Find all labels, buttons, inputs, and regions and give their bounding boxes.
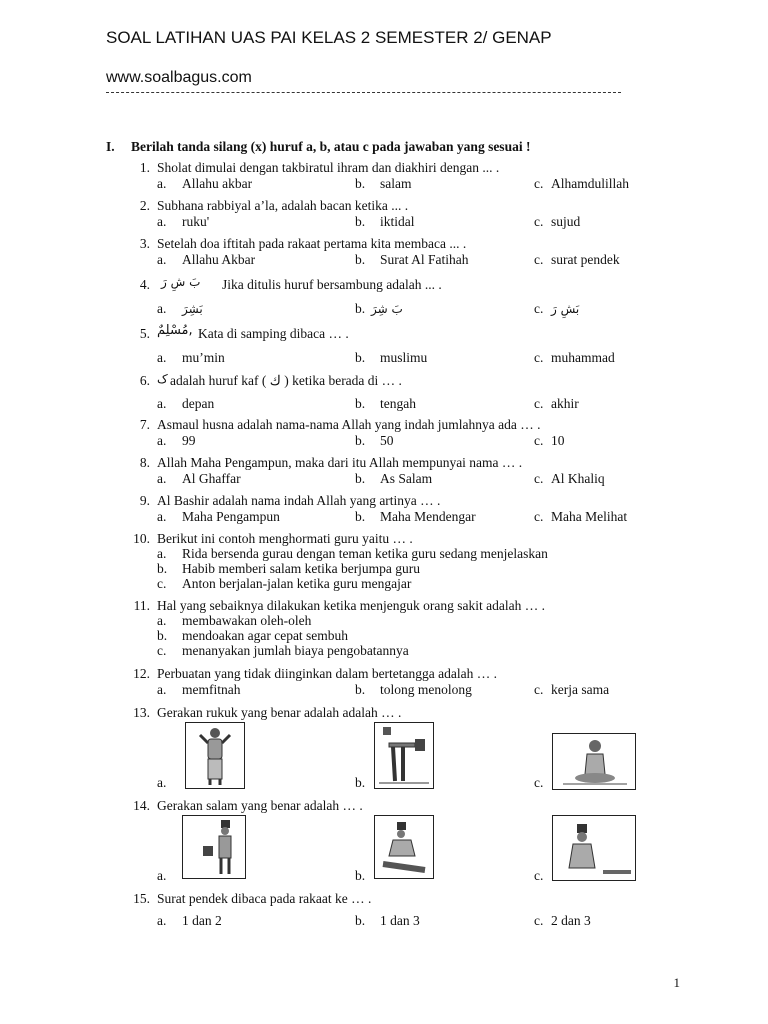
option-b[interactable]: mendoakan agar cepat sembuh — [182, 628, 349, 643]
kneeling-man-icon — [375, 816, 433, 878]
option-letter: c. — [534, 214, 544, 229]
option-b[interactable]: Habib memberi salam ketika berjumpa guru — [182, 561, 421, 576]
question-number: 9. — [139, 493, 150, 508]
question-1 — [0, 160, 768, 194]
section-number: I. — [106, 139, 115, 154]
option-letter: a. — [157, 214, 167, 229]
option-letter: a. — [157, 433, 167, 448]
dashed-divider — [106, 92, 621, 93]
option-letter[interactable]: a. — [157, 775, 167, 790]
option-letter: a. — [157, 471, 167, 486]
option-letter: b. — [355, 682, 366, 697]
option-letter: b. — [355, 509, 366, 524]
option-b[interactable]: Maha Mendengar — [380, 509, 476, 524]
option-letter: a. — [157, 682, 167, 697]
option-c[interactable]: surat pendek — [551, 252, 620, 267]
question-text: Jika ditulis huruf bersambung adalah ... . — [222, 277, 442, 292]
option-letter: b. — [355, 433, 366, 448]
option-letter: c. — [534, 252, 544, 267]
question-number: 2. — [139, 198, 150, 213]
option-letter: b. — [355, 913, 366, 928]
question-number: 6. — [139, 373, 150, 388]
option-c[interactable]: Alhamdulillah — [551, 176, 629, 191]
option-letter: a. — [157, 509, 167, 524]
option-letter: a. — [157, 350, 167, 365]
question-number: 11. — [133, 598, 150, 613]
option-b[interactable]: salam — [380, 176, 412, 191]
question-text: Subhana rabbiyal a’la, adalah bacan ketika ... . — [157, 198, 409, 213]
question-7 — [0, 417, 768, 451]
arabic-word: مُسْلِمٌ, — [157, 323, 193, 338]
option-c[interactable]: 10 — [551, 433, 565, 448]
option-letter: a. — [157, 301, 167, 316]
option-letter[interactable]: c. — [534, 775, 544, 790]
option-a[interactable]: memfitnah — [182, 682, 241, 697]
option-c[interactable]: Anton berjalan-jalan ketika guru mengajar — [182, 576, 412, 591]
question-text: Al Bashir adalah nama indah Allah yang artinya … . — [157, 493, 441, 508]
option-letter: c. — [534, 509, 544, 524]
question-number: 7. — [139, 417, 150, 432]
question-text: Hal yang sebaiknya dilakukan ketika menjenguk orang sakit adalah … . — [157, 598, 546, 613]
page-number: 1 — [673, 975, 680, 990]
option-c[interactable]: sujud — [551, 214, 581, 229]
document-title: SOAL LATIHAN UAS PAI KELAS 2 SEMESTER 2/ GENAP — [106, 28, 552, 47]
option-b[interactable]: muslimu — [380, 350, 428, 365]
option-a[interactable]: Allahu Akbar — [182, 252, 256, 267]
website-url: www.soalbagus.com — [106, 69, 252, 86]
standing-boy-picture[interactable] — [185, 722, 245, 789]
question-number: 14. — [133, 798, 150, 813]
standing-man-icon — [183, 816, 245, 878]
question-15 — [0, 891, 768, 935]
question-14 — [0, 798, 768, 888]
question-text: Setelah doa iftitah pada rakaat pertama kita membaca ... . — [157, 236, 467, 251]
option-a[interactable]: بَشِرَ — [182, 302, 203, 316]
option-letter: c. — [534, 176, 544, 191]
ruku-figure-icon — [375, 723, 433, 788]
option-letter: c. — [534, 682, 544, 697]
question-text: Sholat dimulai dengan takbiratul ihram dan diakhiri dengan ... . — [157, 160, 500, 175]
option-b[interactable]: As Salam — [380, 471, 433, 486]
question-4 — [0, 275, 768, 319]
question-number: 10. — [133, 531, 150, 546]
option-letter: c. — [534, 471, 544, 486]
question-number: 12. — [133, 666, 150, 681]
question-3 — [0, 236, 768, 270]
option-c[interactable]: 2 dan 3 — [551, 913, 591, 928]
option-c[interactable]: بَشِ رَ — [551, 302, 580, 316]
salam-prayer-picture[interactable] — [552, 815, 636, 881]
option-a[interactable]: 1 dan 2 — [182, 913, 222, 928]
option-letter: c. — [534, 350, 544, 365]
question-number: 1. — [139, 160, 150, 175]
option-a[interactable]: depan — [182, 396, 215, 411]
question-10 — [0, 531, 768, 595]
question-6 — [0, 373, 768, 415]
option-a[interactable]: Maha Pengampun — [182, 509, 280, 524]
option-b[interactable]: 1 dan 3 — [380, 913, 420, 928]
question-text: adalah huruf kaf ( ك ) ketika berada di … . — [170, 373, 402, 388]
option-letter: a. — [157, 396, 167, 411]
option-letter: b. — [157, 628, 168, 643]
question-text: Perbuatan yang tidak diinginkan dalam bertetangga adalah … . — [157, 666, 498, 681]
option-a[interactable]: mu’min — [182, 350, 225, 365]
option-letter: c. — [534, 433, 544, 448]
option-b[interactable]: tengah — [380, 396, 416, 411]
option-letter: b. — [355, 252, 366, 267]
option-letter: c. — [157, 643, 167, 658]
option-letter: b. — [355, 350, 366, 365]
question-text: Allah Maha Pengampun, maka dari itu Allah mempunyai nama … . — [157, 455, 523, 470]
section-instruction: Berilah tanda silang (x) huruf a, b, atau c pada jawaban yang sesuai ! — [131, 139, 531, 154]
option-letter: b. — [355, 471, 366, 486]
question-number: 5. — [139, 326, 150, 341]
option-letter: b. — [355, 176, 366, 191]
option-letter: a. — [157, 546, 167, 561]
option-letter: a. — [157, 176, 167, 191]
option-letter: a. — [157, 913, 167, 928]
option-letter: b. — [355, 301, 366, 316]
question-text: Gerakan salam yang benar adalah … . — [157, 798, 363, 813]
option-letter: b. — [157, 561, 168, 576]
option-c[interactable]: kerja sama — [551, 682, 610, 697]
option-c[interactable]: Al Khaliq — [551, 471, 605, 486]
option-b[interactable]: 50 — [380, 433, 394, 448]
option-a[interactable]: 99 — [182, 433, 196, 448]
question-text: Gerakan rukuk yang benar adalah adalah … . — [157, 705, 402, 720]
option-letter: a. — [157, 252, 167, 267]
question-number: 4. — [139, 277, 150, 292]
question-text: Kata di samping dibaca … . — [198, 326, 349, 341]
option-a[interactable]: membawakan oleh-oleh — [182, 613, 312, 628]
option-letter: b. — [355, 214, 366, 229]
arabic-letters: بَ شِ رَ — [161, 275, 201, 289]
question-5 — [0, 324, 768, 368]
option-letter: c. — [157, 576, 167, 591]
prostrating-prayer-picture[interactable] — [374, 815, 434, 879]
option-letter: a. — [157, 613, 167, 628]
question-8 — [0, 455, 768, 489]
option-b[interactable]: Surat Al Fatihah — [380, 252, 469, 267]
option-letter: b. — [355, 396, 366, 411]
sitting-prayer-figure-icon — [553, 734, 635, 789]
question-text: Asmaul husna adalah nama-nama Allah yang indah jumlahnya ada … . — [157, 417, 541, 432]
option-letter[interactable]: a. — [157, 868, 167, 883]
bowing-boy-picture[interactable] — [374, 722, 434, 789]
seated-man-salam-icon — [553, 816, 635, 880]
standing-prayer-picture[interactable] — [182, 815, 246, 879]
option-letter[interactable]: c. — [534, 868, 544, 883]
option-letter[interactable]: b. — [355, 775, 366, 790]
question-number: 15. — [133, 891, 150, 906]
option-a[interactable]: Rida bersenda gurau dengan teman ketika guru sedang menjelaskan — [182, 546, 548, 561]
option-a[interactable]: ruku' — [182, 214, 210, 229]
question-text: Surat pendek dibaca pada rakaat ke … . — [157, 891, 372, 906]
option-c[interactable]: akhir — [551, 396, 579, 411]
option-b[interactable]: iktidal — [380, 214, 415, 229]
question-text: Berikut ini contoh menghormati guru yaitu … . — [157, 531, 413, 546]
option-letter: c. — [534, 396, 544, 411]
question-11 — [0, 598, 768, 662]
question-number: 3. — [139, 236, 150, 251]
option-letter[interactable]: b. — [355, 868, 366, 883]
option-c[interactable]: menanyakan jumlah biaya pengobatannya — [182, 643, 409, 658]
option-b[interactable]: بَ شِرَ — [371, 302, 403, 316]
standing-prayer-figure-icon — [186, 723, 244, 788]
option-c[interactable]: Maha Melihat — [551, 509, 628, 524]
question-13 — [0, 705, 768, 795]
question-number: 8. — [139, 455, 150, 470]
option-a[interactable]: Allahu akbar — [182, 176, 253, 191]
question-2 — [0, 198, 768, 232]
option-letter: c. — [534, 301, 544, 316]
option-c[interactable]: muhammad — [551, 350, 615, 365]
question-12 — [0, 666, 768, 700]
option-a[interactable]: Al Ghaffar — [182, 471, 241, 486]
arabic-letter: ک — [157, 372, 168, 386]
option-letter: c. — [534, 913, 544, 928]
question-number: 13. — [133, 705, 150, 720]
question-9 — [0, 493, 768, 527]
option-b[interactable]: tolong menolong — [380, 682, 472, 697]
sitting-boy-picture[interactable] — [552, 733, 636, 790]
